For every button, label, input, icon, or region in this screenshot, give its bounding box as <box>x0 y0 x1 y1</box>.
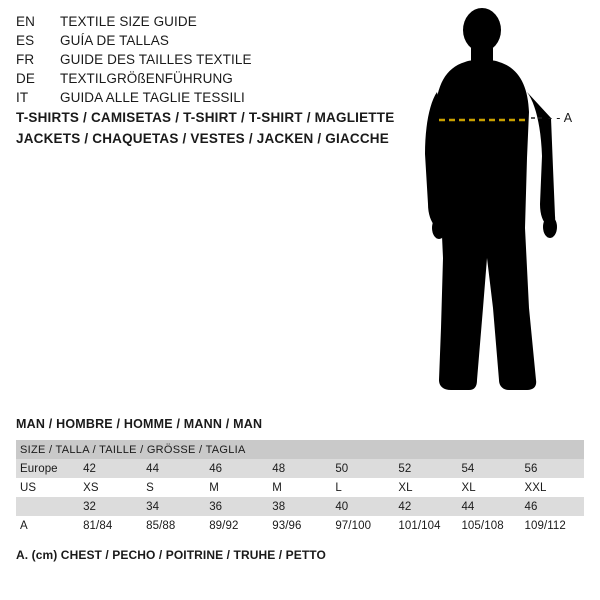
cell: 48 <box>268 459 331 478</box>
cell: XL <box>394 478 457 497</box>
size-table <box>16 440 584 535</box>
language-text: GUÍA DE TALLAS <box>60 33 169 48</box>
cell: 38 <box>268 497 331 516</box>
cell: M <box>205 478 268 497</box>
cell: 44 <box>142 459 205 478</box>
language-text: TEXTILE SIZE GUIDE <box>60 14 197 29</box>
cell: 42 <box>394 497 457 516</box>
language-code: DE <box>16 71 35 86</box>
cell: XS <box>79 478 142 497</box>
row-label: A <box>16 516 79 535</box>
cell: 44 <box>457 497 520 516</box>
cell: 32 <box>79 497 142 516</box>
cell: 81/84 <box>79 516 142 535</box>
garment-category-list <box>16 110 416 152</box>
table-row <box>16 497 584 516</box>
table-header-label: SIZE / TALLA / TAILLE / GRÖSSE / TAGLIA <box>16 440 584 459</box>
table-row <box>16 459 584 478</box>
cell: XXL <box>521 478 585 497</box>
cell: 85/88 <box>142 516 205 535</box>
language-row <box>16 52 376 71</box>
cell: 50 <box>331 459 394 478</box>
measure-marker-a-label: A <box>563 111 573 125</box>
cell: 89/92 <box>205 516 268 535</box>
measure-marker-dash: - - <box>548 111 564 125</box>
cell: 46 <box>205 459 268 478</box>
cell: 105/108 <box>457 516 520 535</box>
table-row <box>16 478 584 497</box>
language-row <box>16 90 376 109</box>
cell: 34 <box>142 497 205 516</box>
measurement-footnote: A. (cm) CHEST / PECHO / POITRINE / TRUHE / PETTO <box>16 548 326 562</box>
body-silhouette <box>395 8 595 408</box>
language-code: EN <box>16 14 35 29</box>
language-text: GUIDA ALLE TAGLIE TESSILI <box>60 90 245 105</box>
cell: 36 <box>205 497 268 516</box>
language-text: TEXTILGRÖßENFÜHRUNG <box>60 71 233 86</box>
cell: 40 <box>331 497 394 516</box>
language-code: FR <box>16 52 35 67</box>
cell: 97/100 <box>331 516 394 535</box>
language-code: IT <box>16 90 29 105</box>
language-code: ES <box>16 33 35 48</box>
language-row <box>16 71 376 90</box>
row-label <box>16 497 79 516</box>
table-group-label: MAN / HOMBRE / HOMME / MANN / MAN <box>16 417 263 431</box>
cell: 46 <box>521 497 585 516</box>
male-figure-icon <box>395 8 595 408</box>
cell: 42 <box>79 459 142 478</box>
measure-marker-a <box>548 111 572 125</box>
language-row <box>16 33 376 52</box>
cell: 109/112 <box>521 516 585 535</box>
cell: 56 <box>521 459 585 478</box>
cell: 52 <box>394 459 457 478</box>
language-text: GUIDE DES TAILLES TEXTILE <box>60 52 252 67</box>
cell: XL <box>457 478 520 497</box>
cell: 93/96 <box>268 516 331 535</box>
category-tshirts: T-SHIRTS / CAMISETAS / T-SHIRT / T-SHIRT / MAGLIETTE <box>16 110 395 125</box>
table-header-row <box>16 440 584 459</box>
cell: L <box>331 478 394 497</box>
category-jackets: JACKETS / CHAQUETAS / VESTES / JACKEN / GIACCHE <box>16 131 389 146</box>
cell: M <box>268 478 331 497</box>
language-list <box>16 14 376 109</box>
cell: 54 <box>457 459 520 478</box>
row-label: Europe <box>16 459 79 478</box>
cell: 101/104 <box>394 516 457 535</box>
table-row <box>16 516 584 535</box>
cell: S <box>142 478 205 497</box>
language-row <box>16 14 376 33</box>
row-label: US <box>16 478 79 497</box>
